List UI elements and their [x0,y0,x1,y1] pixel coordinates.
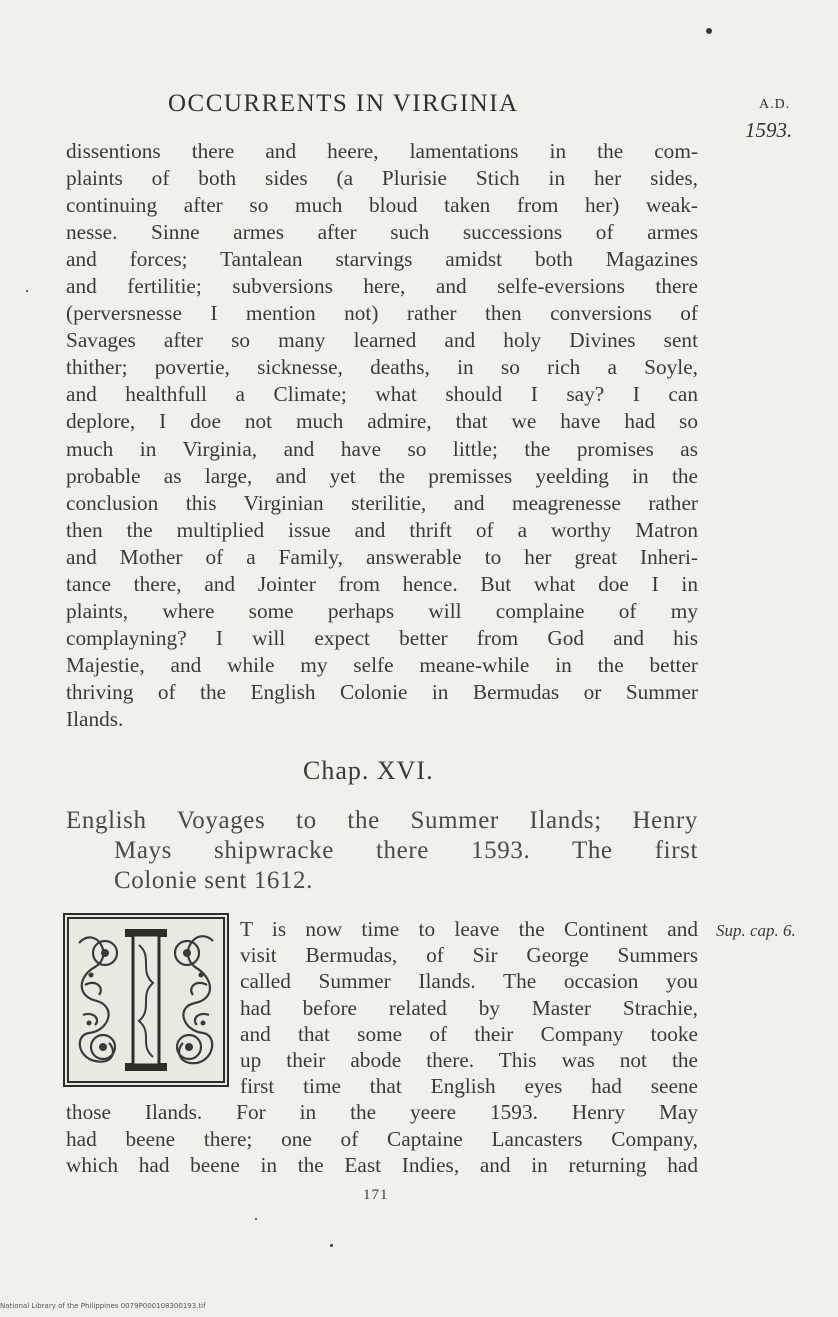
text-line: and Mother of a Family, answerable to her great Inheri- [66,544,698,569]
text-line: and that some of their Company tooke [240,1021,698,1046]
speck-left [26,290,28,292]
text-line: T is now time to leave the Continent and [240,917,698,941]
text-line: had before related by Master Strachie, [240,995,698,1020]
ornamental-initial [63,913,229,1087]
speck-bottom [330,1244,333,1247]
text-line: nesse. Sinne armes after such successions of armes [66,220,698,245]
speck-lower-left [255,1218,257,1220]
running-head: OCCURRENTS IN VIRGINIA [168,90,519,117]
speck-top-right [706,28,712,34]
drop-cap-paragraph [240,916,698,1099]
text-line: conclusion this Virginian sterilitie, and meagrenesse rather [66,490,698,515]
text-line: and fertilitie; subversions here, and selfe-eversions there [66,274,698,299]
text-line: Savages after so many learned and holy Divines sent [66,328,698,353]
text-line: and forces; Tantalean starvings amidst both Magazines [66,247,698,272]
text-line: had beene there; one of Captaine Lancasters Company, [66,1126,698,1151]
text-line: which had beene in the East Indies, and in returning had [66,1153,698,1177]
text-line: up their abode there. This was not the [240,1047,698,1072]
text-line: Ilands. [66,706,124,731]
chapter-title-line: Mays shipwracke there 1593. The first [114,837,698,864]
text-line: thriving of the English Colonie in Bermudas or Summer [66,679,698,704]
text-line: deplore, I doe not much admire, that we have had so [66,409,698,434]
text-line: probable as large, and yet the premisses yeelding in the [66,463,698,488]
text-line: then the multiplied issue and thrift of a worthy Matron [66,517,698,542]
continuation-paragraph [66,1099,698,1179]
chapter-title-line: English Voyages to the Summer Ilands; Henry [66,807,698,834]
scan-footer: National Library of the Philippines 0079P000108300193.tif [0,1302,206,1310]
text-line: called Summer Ilands. The occasion you [240,969,698,994]
text-line: first time that English eyes had seene [240,1074,698,1099]
text-line: continuing after so much bloud taken from her) weak- [66,193,698,218]
chapter-heading: Chap. XVI. [303,756,434,785]
chapter-title-line: Colonie sent 1612. [114,867,313,894]
ornamental-initial-art [65,915,227,1085]
margin-date-label: A.D. [759,97,791,112]
body-paragraph [66,138,698,733]
text-line: dissentions there and heere, lamentations in the com- [66,139,698,163]
margin-date-year: 1593. [745,118,793,142]
text-line: those Ilands. For in the yeere 1593. Henry May [66,1100,698,1124]
text-line: plaints of both sides (a Plurisie Stich in her sides, [66,166,698,191]
text-line: tance there, and Jointer from hence. But what doe I in [66,571,698,596]
text-line: Majestie, and while my selfe meane-while in the better [66,652,698,677]
text-line: thither; povertie, sicknesse, deaths, in so rich a Soyle, [66,355,698,380]
side-note: Sup. cap. 6. [716,921,796,940]
text-line: visit Bermudas, of Sir George Summers [240,943,698,968]
text-line: plaints, where some perhaps will complaine of my [66,598,698,623]
text-line: much in Virginia, and have so little; the promises as [66,436,698,461]
text-line: and healthfull a Climate; what should I say? I can [66,382,698,407]
text-line: complayning? I will expect better from God and his [66,625,698,650]
page-number: 171 [363,1187,389,1203]
text-line: (perversnesse I mention not) rather then conversions of [66,301,698,326]
chapter-title [66,806,698,896]
